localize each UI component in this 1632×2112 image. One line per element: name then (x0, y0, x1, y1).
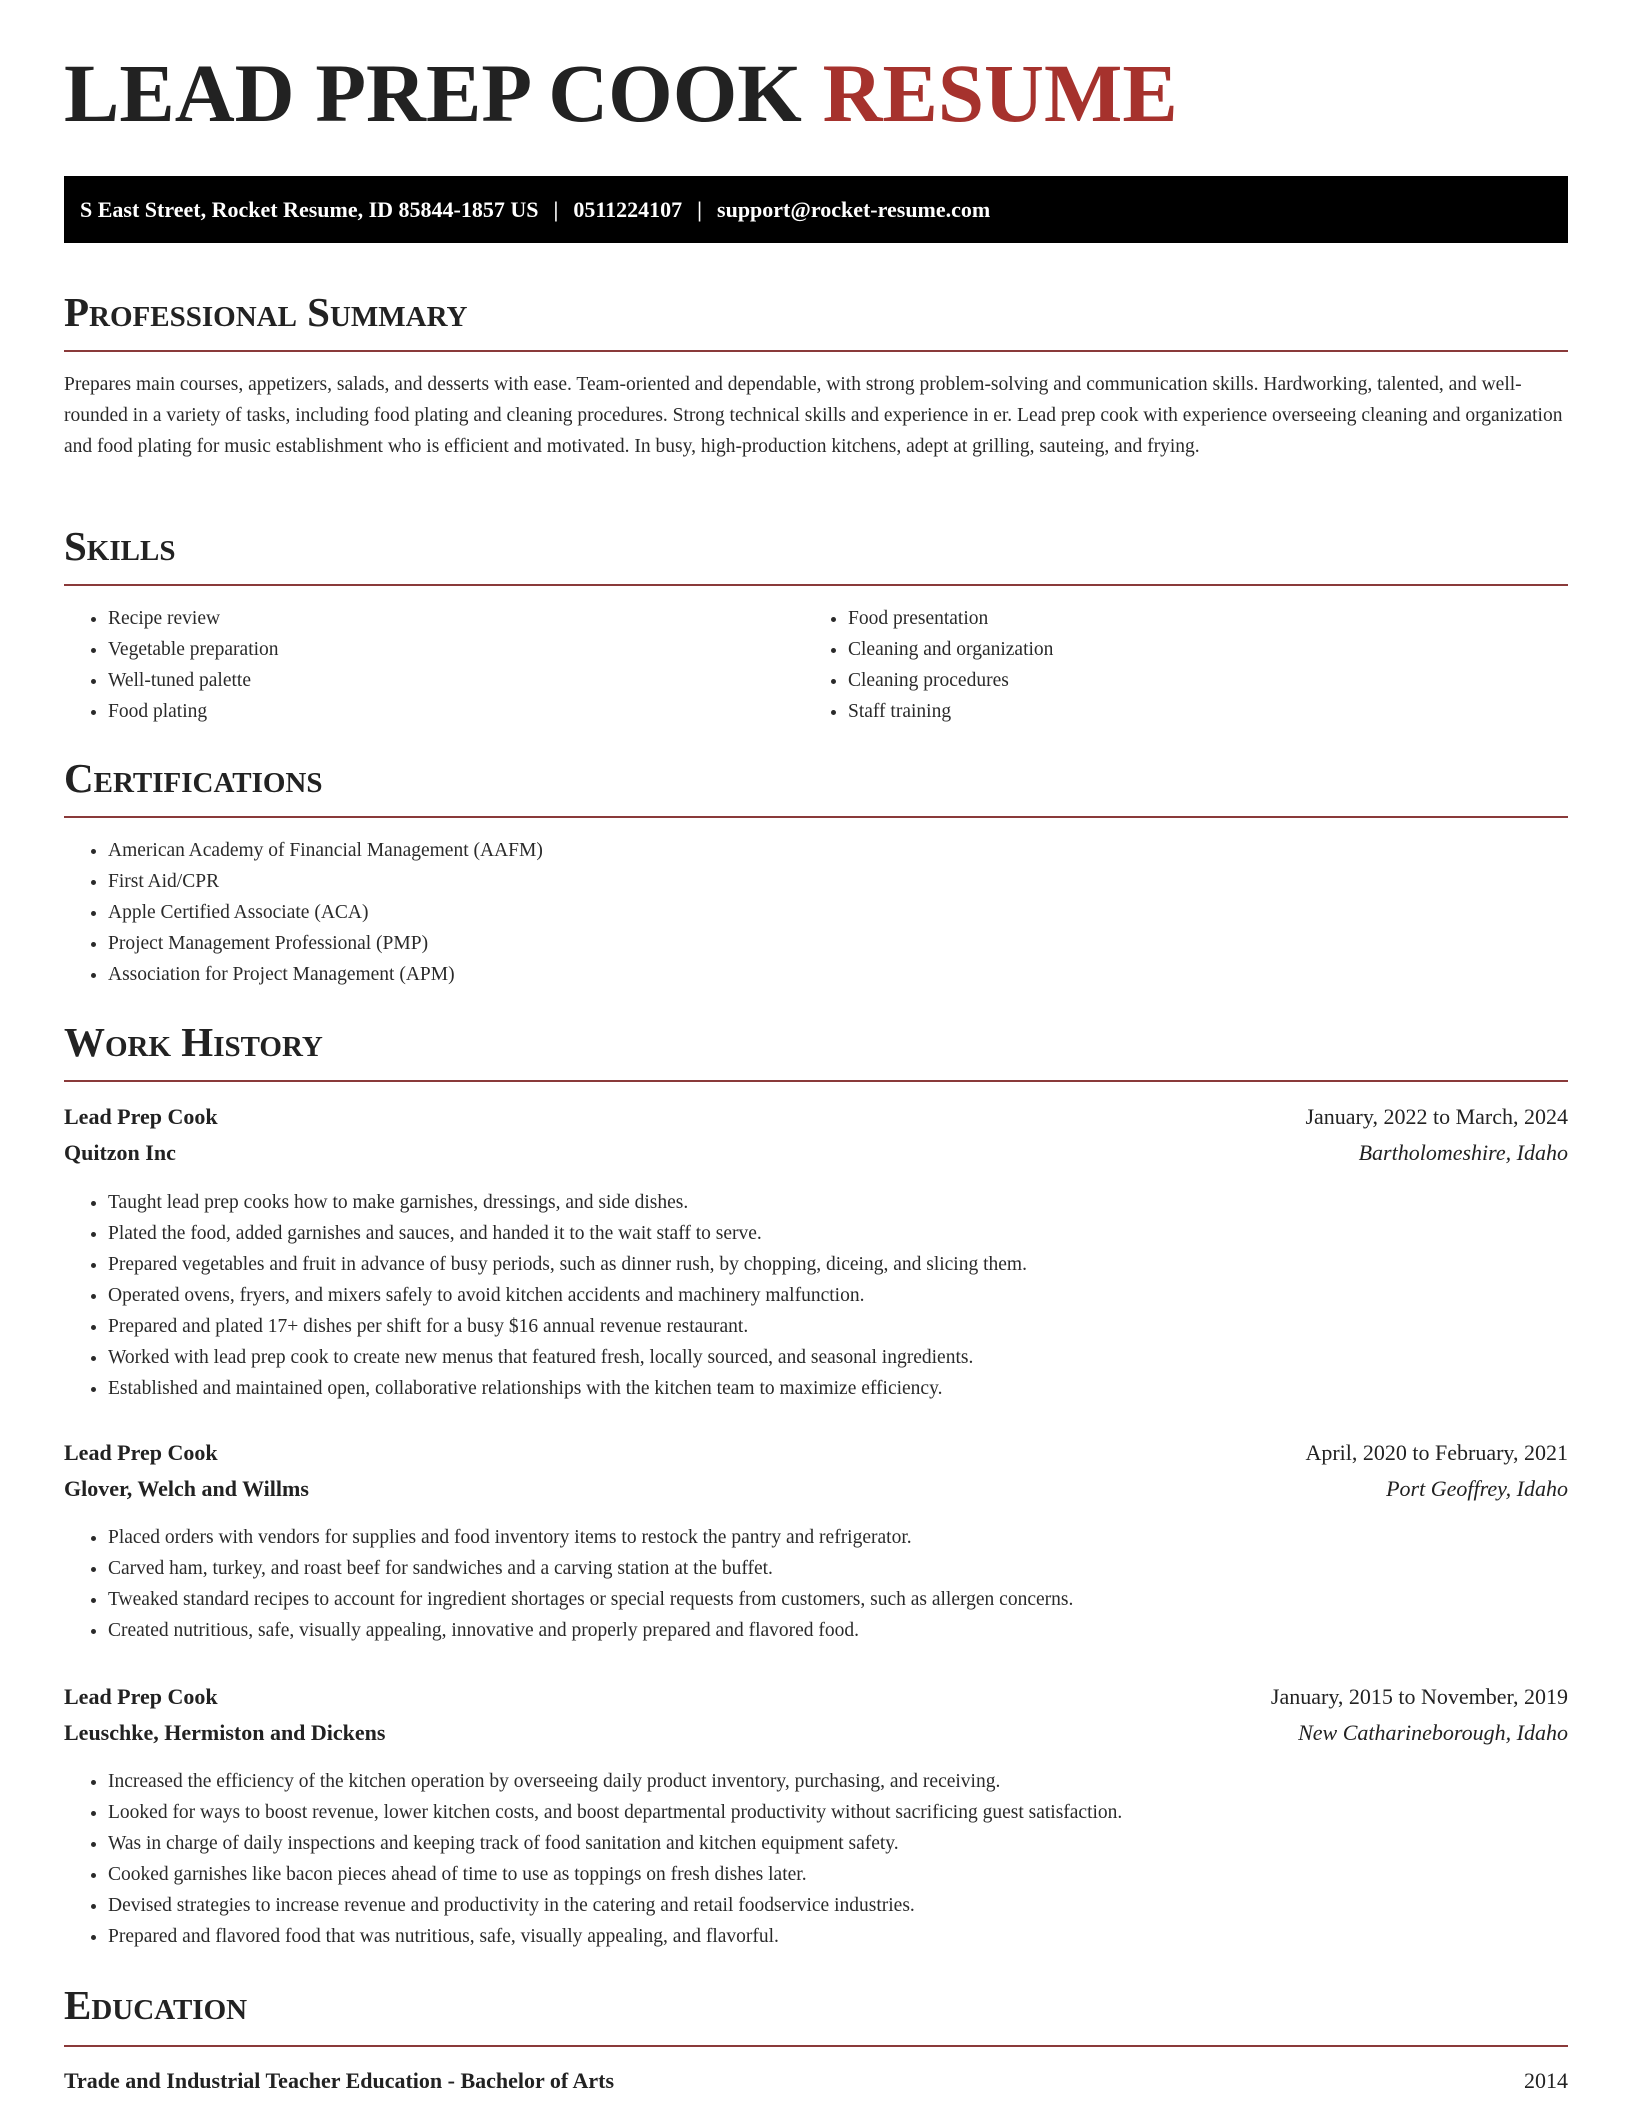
job-bullet: • Looked for ways to boost revenue, lower kitchen costs, and boost departmental productivity without sacrificing guest satisfaction. (108, 1797, 1122, 1828)
skills-list-left (64, 603, 279, 727)
job-header-row (64, 1682, 1568, 1712)
education-year: 2014 (1524, 2068, 1568, 2093)
skill-item: • Vegetable preparation (108, 634, 279, 665)
contact-address: S East Street, Rocket Resume, ID 85844-1857 US (80, 196, 539, 222)
contact-bar (64, 176, 1568, 243)
work-history-divider (64, 1080, 1568, 1082)
job-bullet: • Taught lead prep cooks how to make garnishes, dressings, and side dishes. (108, 1187, 1027, 1218)
contact-email: support@rocket-resume.com (717, 196, 991, 222)
certifications-divider (64, 816, 1568, 818)
job-location: New Catharineborough, Idaho (1298, 1720, 1568, 1745)
summary-divider (64, 350, 1568, 352)
skill-item: • Staff training (848, 696, 1053, 727)
skill-item: • Food presentation (848, 603, 1053, 634)
job-company-row (64, 1718, 1568, 1748)
skill-item: • Well-tuned palette (108, 665, 279, 696)
contact-separator: | (697, 196, 703, 222)
job-bullet: • Worked with lead prep cook to create new menus that featured fresh, locally sourced, and seasonal ingredients. (108, 1342, 1027, 1373)
job-bullets (64, 1766, 1122, 1952)
summary-text: Prepares main courses, appetizers, salads, and desserts with ease. Team-oriented and dependable, with strong problem-solving and communication skills. Hardworking, talented, and well-rounded in a variety of tasks, including food plating and cleaning procedures. Strong technical skills and experience in er. Lead prep cook with experience overseeing cleaning and organization and food plating for music establishment who is efficient and motivated. In busy, high-production kitchens, adept at grilling, sauteing, and frying. (64, 374, 1563, 457)
education-heading: Education (64, 1982, 248, 2028)
skills-divider (64, 584, 1568, 586)
summary-heading: Professional Summary (64, 289, 468, 335)
education-divider (64, 2045, 1568, 2047)
job-title: Lead Prep Cook (64, 1440, 218, 1465)
job-company: Glover, Welch and Willms (64, 1476, 309, 1501)
contact-phone: 0511224107 (573, 196, 683, 222)
job-company-row (64, 1138, 1568, 1168)
education-degree: Trade and Industrial Teacher Education - Bachelor of Arts (64, 2068, 615, 2093)
job-bullets (64, 1522, 1073, 1646)
skill-item: • Recipe review (108, 603, 279, 634)
job-bullets (64, 1187, 1027, 1404)
resume-title (64, 47, 1178, 139)
job-bullet: • Prepared vegetables and fruit in advance of busy periods, such as dinner rush, by chopping, diceing, and slicing them. (108, 1249, 1027, 1280)
certification-item: • Apple Certified Associate (ACA) (108, 897, 543, 928)
certifications-list (64, 835, 543, 990)
job-bullet: • Carved ham, turkey, and roast beef for sandwiches and a carving station at the buffet. (108, 1553, 1073, 1584)
job-bullet: • Plated the food, added garnishes and sauces, and handed it to the wait staff to serve. (108, 1218, 1027, 1249)
skills-list-right (804, 603, 1053, 727)
job-company: Leuschke, Hermiston and Dickens (64, 1720, 386, 1745)
skill-item: • Food plating (108, 696, 279, 727)
certification-item: • Project Management Professional (PMP) (108, 928, 543, 959)
job-header-row (64, 1438, 1568, 1468)
job-bullet: • Created nutritious, safe, visually appealing, innovative and properly prepared and flavored food. (108, 1615, 1073, 1646)
education-row (64, 2066, 1568, 2096)
certification-item: • American Academy of Financial Management (AAFM) (108, 835, 543, 866)
skills-heading: Skills (64, 523, 176, 569)
certification-item: • First Aid/CPR (108, 866, 543, 897)
skill-item: • Cleaning procedures (848, 665, 1053, 696)
job-dates: April, 2020 to February, 2021 (1305, 1440, 1568, 1465)
job-bullet: • Established and maintained open, collaborative relationships with the kitchen team to maximize efficiency. (108, 1373, 1027, 1404)
certification-item: • Association for Project Management (APM) (108, 959, 543, 990)
job-company: Quitzon Inc (64, 1140, 176, 1165)
job-bullet: • Prepared and flavored food that was nutritious, safe, visually appealing, and flavorful. (108, 1921, 1122, 1952)
job-location: Bartholomeshire, Idaho (1358, 1140, 1568, 1165)
title-main: LEAD PREP COOK (64, 47, 802, 139)
job-bullet: • Prepared and plated 17+ dishes per shift for a busy $16 annual revenue restaurant. (108, 1311, 1027, 1342)
job-bullet: • Devised strategies to increase revenue and productivity in the catering and retail foodservice industries. (108, 1890, 1122, 1921)
job-dates: January, 2022 to March, 2024 (1305, 1104, 1568, 1129)
job-bullet: • Was in charge of daily inspections and keeping track of food sanitation and kitchen equipment safety. (108, 1828, 1122, 1859)
job-title: Lead Prep Cook (64, 1104, 218, 1129)
job-location: Port Geoffrey, Idaho (1386, 1476, 1568, 1501)
job-header-row (64, 1102, 1568, 1132)
job-title: Lead Prep Cook (64, 1684, 218, 1709)
work-history-heading: Work History (64, 1019, 323, 1065)
job-bullet: • Cooked garnishes like bacon pieces ahead of time to use as toppings on fresh dishes later. (108, 1859, 1122, 1890)
job-bullet: • Increased the efficiency of the kitchen operation by overseeing daily product inventory, purchasing, and receiving. (108, 1766, 1122, 1797)
certifications-heading: Certifications (64, 755, 323, 801)
skill-item: • Cleaning and organization (848, 634, 1053, 665)
job-bullet: • Placed orders with vendors for supplies and food inventory items to restock the pantry and refrigerator. (108, 1522, 1073, 1553)
job-dates: January, 2015 to November, 2019 (1270, 1684, 1568, 1709)
job-company-row (64, 1474, 1568, 1504)
title-accent: RESUME (822, 47, 1178, 139)
job-bullet: • Operated ovens, fryers, and mixers safely to avoid kitchen accidents and machinery malfunction. (108, 1280, 1027, 1311)
contact-separator: | (553, 196, 559, 222)
job-bullet: • Tweaked standard recipes to account for ingredient shortages or special requests from customers, such as allergen concerns. (108, 1584, 1073, 1615)
